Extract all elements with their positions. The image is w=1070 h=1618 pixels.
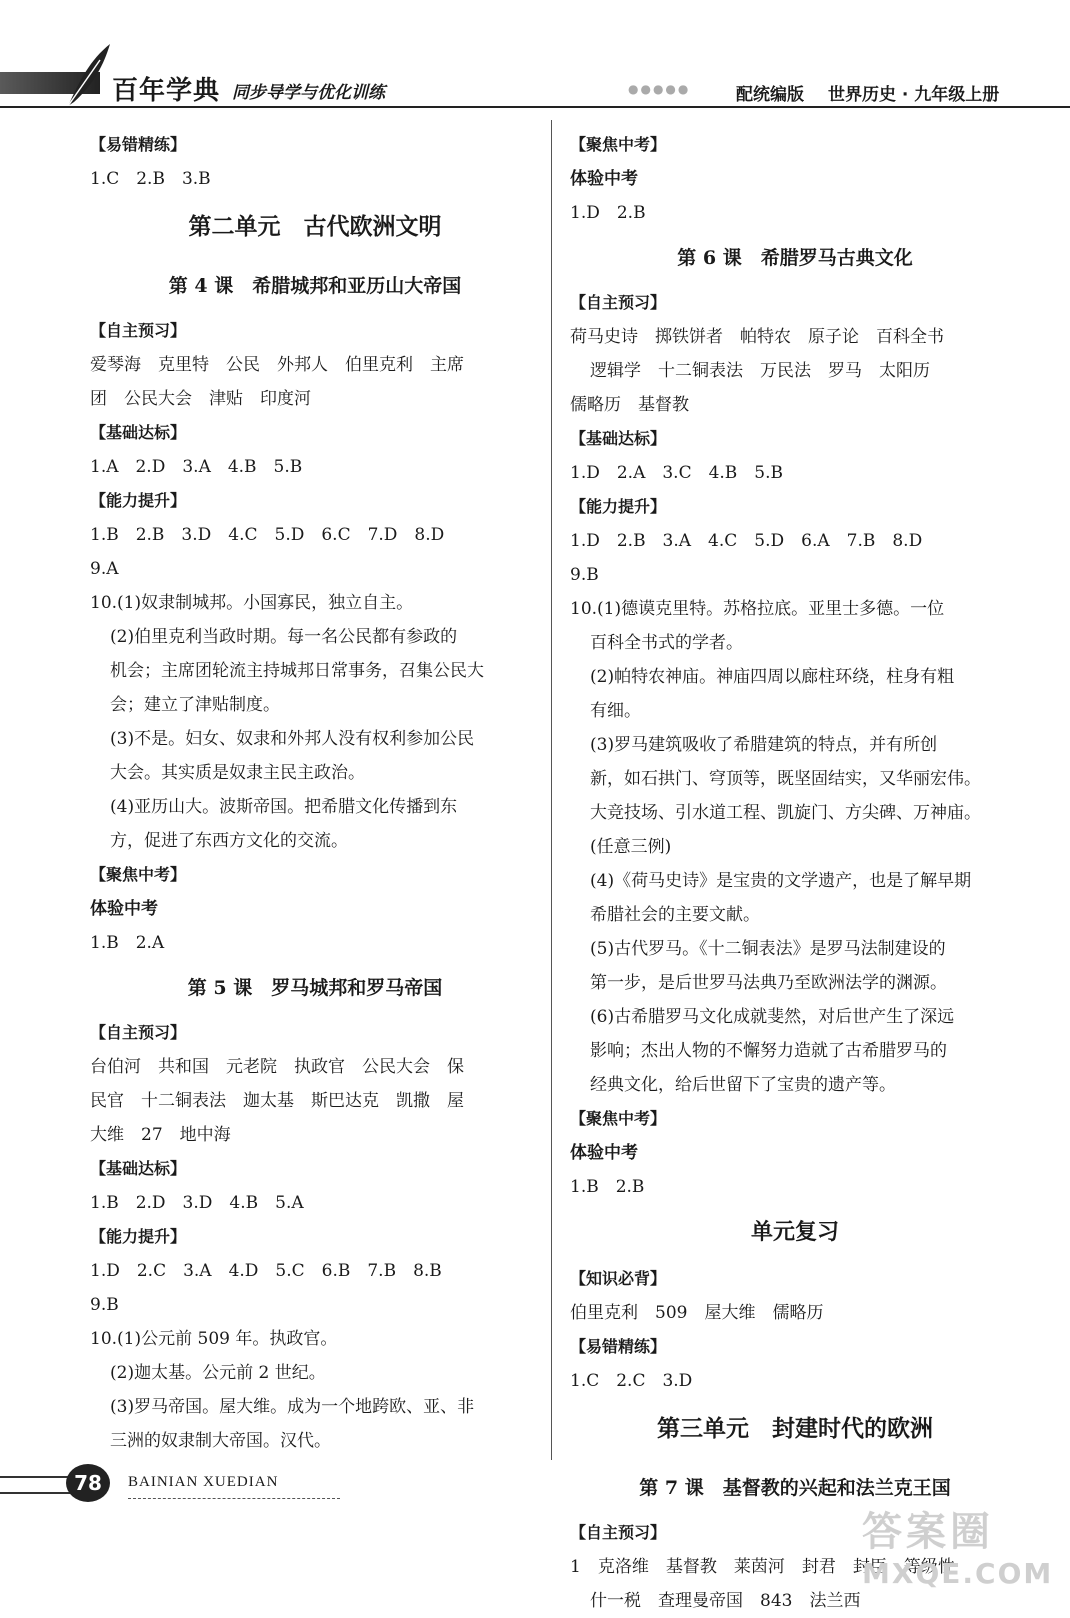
quill-icon [60, 40, 120, 110]
left-column [90, 128, 540, 1458]
section-tag: 【自主预习】 [570, 1523, 667, 1542]
answer-line: 1.D 2.B [570, 203, 646, 223]
answer-line: 10.(1)奴隶制城邦。小国寡民，独立自主。 [90, 593, 414, 613]
section-tag: 【知识必背】 [570, 1269, 667, 1288]
page-header [0, 0, 1070, 120]
answer-line: 10.(1)公元前 509 年。执政官。 [90, 1329, 338, 1349]
answer-line: 民官 十二铜表法 迦太基 斯巴达克 凯撒 屋 [90, 1091, 464, 1111]
answer-line: 三洲的奴隶制大帝国。汉代。 [110, 1431, 331, 1451]
answer-line: 9.B [570, 565, 599, 585]
answer-line: (4)《荷马史诗》是宝贵的文学遗产，也是了解早期 [590, 871, 972, 891]
answer-line: 会；建立了津贴制度。 [110, 695, 280, 715]
right-column [570, 128, 1020, 1618]
answer-line: 1.B 2.B [570, 1177, 645, 1197]
answer-line: (3)不是。妇女、奴隶和外邦人没有权利参加公民 [110, 729, 475, 749]
edition-label: 配统编版 [736, 85, 804, 105]
answer-line: (3)罗马帝国。屋大维。成为一个地跨欧、亚、非 [110, 1397, 475, 1417]
subsection-title: 体验中考 [570, 169, 638, 189]
answer-line: 大竞技场、引水道工程、凯旋门、方尖碑、万神庙。 [590, 803, 981, 823]
answer-line: 10.(1)德谟克里特。苏格拉底。亚里士多德。一位 [570, 599, 945, 619]
brand-subtitle: 同步导学与优化训练 [232, 83, 385, 103]
section-tag: 【能力提升】 [570, 497, 667, 516]
header-rule [0, 106, 1070, 108]
section-tag: 【自主预习】 [90, 1023, 187, 1042]
answer-line: 1.B 2.A [90, 933, 165, 953]
brand-name: 百年学典 [112, 76, 221, 106]
answer-line: 大会。其实质是奴隶主民主政治。 [110, 763, 365, 783]
watermark-logo: 答案圈 MXQE.COM [862, 1509, 1054, 1590]
section-tag: 【基础达标】 [90, 423, 187, 442]
answer-line: 百科全书式的学者。 [590, 633, 743, 653]
answer-line: (5)古代罗马。《十二铜表法》是罗马法制建设的 [590, 939, 946, 959]
section-tag: 【自主预习】 [570, 293, 667, 312]
unit-title: 第二单元 古代欧洲文明 [188, 214, 442, 240]
answer-line: 经典文化，给后世留下了宝贵的遗产等。 [590, 1075, 896, 1095]
answer-line: 1.A 2.D 3.A 4.B 5.B [90, 457, 303, 477]
answer-line: (任意三例) [590, 837, 672, 857]
column-divider [551, 120, 552, 1460]
answer-line: 团 公民大会 津贴 印度河 [90, 389, 311, 409]
footer-dash [128, 1498, 340, 1499]
answer-line: 有细。 [590, 701, 641, 721]
section-tag: 【基础达标】 [90, 1159, 187, 1178]
answer-line: 逻辑学 十二铜表法 万民法 罗马 太阳历 [590, 361, 930, 381]
answer-line: (2)帕特农神庙。神庙四周以廊柱环绕，柱身有粗 [590, 667, 955, 687]
answer-line: 9.B [90, 1295, 119, 1315]
unit-title: 第三单元 封建时代的欧洲 [657, 1416, 933, 1442]
answer-line: (6)古希腊罗马文化成就斐然，对后世产生了深远 [590, 1007, 955, 1027]
answer-line: (4)亚历山大。波斯帝国。把希腊文化传播到东 [110, 797, 458, 817]
answer-line: 爱琴海 克里特 公民 外邦人 伯里克利 主席 [90, 355, 464, 375]
answer-line: 1.B 2.B 3.D 4.C 5.D 6.C 7.D 8.D [90, 525, 445, 545]
subsection-title: 体验中考 [570, 1143, 638, 1163]
answer-line: 方，促进了东西方文化的交流。 [110, 831, 348, 851]
answer-line: 伯里克利 509 屋大维 儒略历 [570, 1303, 824, 1323]
answer-line: 什一税 查理曼帝国 843 法兰西 [590, 1591, 861, 1611]
section-tag: 【能力提升】 [90, 491, 187, 510]
page-number: 78 [66, 1464, 110, 1502]
section-tag: 【聚焦中考】 [90, 865, 187, 884]
subject-label: 世界历史 · 九年级上册 [828, 85, 1000, 105]
answer-line: (2)迦太基。公元前 2 世纪。 [110, 1363, 326, 1383]
lesson-title: 第 4 课 希腊城邦和亚历山大帝国 [168, 275, 462, 297]
answer-line: 9.A [90, 559, 119, 579]
section-tag: 【易错精练】 [90, 135, 187, 154]
answer-line: 1.C 2.B 3.B [90, 169, 211, 189]
answer-line: 1.B 2.D 3.D 4.B 5.A [90, 1193, 304, 1213]
answer-line: 新，如石拱门、穹顶等，既坚固结实，又华丽宏伟。 [590, 769, 981, 789]
header-dots: ●●●●● [628, 82, 691, 96]
lesson-title: 第 7 课 基督教的兴起和法兰克王国 [639, 1477, 951, 1499]
answer-line: 1.D 2.A 3.C 4.B 5.B [570, 463, 783, 483]
subsection-title: 体验中考 [90, 899, 158, 919]
section-tag: 【聚焦中考】 [570, 135, 667, 154]
review-title: 单元复习 [750, 1220, 839, 1245]
section-tag: 【能力提升】 [90, 1227, 187, 1246]
answer-line: 希腊社会的主要文献。 [590, 905, 760, 925]
answer-line: 第一步，是后世罗马法典乃至欧洲法学的渊源。 [590, 973, 947, 993]
answer-line: 荷马史诗 掷铁饼者 帕特农 原子论 百科全书 [570, 327, 944, 347]
answer-line: 1 克洛维 基督教 莱茵河 封君 封臣 等级性 [570, 1557, 955, 1577]
footer-lines [0, 1476, 70, 1494]
answer-line: 1.C 2.C 3.D [570, 1371, 693, 1391]
answer-line: 大维 27 地中海 [90, 1125, 231, 1145]
answer-line: 台伯河 共和国 元老院 执政官 公民大会 保 [90, 1057, 464, 1077]
answer-line: 机会；主席团轮流主持城邦日常事务，召集公民大 [110, 661, 484, 681]
answer-line: (2)伯里克利当政时期。每一名公民都有参政的 [110, 627, 458, 647]
answer-line: (3)罗马建筑吸收了希腊建筑的特点，并有所创 [590, 735, 938, 755]
section-tag: 【易错精练】 [570, 1337, 667, 1356]
answer-line: 1.D 2.B 3.A 4.C 5.D 6.A 7.B 8.D [570, 531, 923, 551]
answer-line: 影响；杰出人物的不懈努力造就了古希腊罗马的 [590, 1041, 947, 1061]
section-tag: 【基础达标】 [570, 429, 667, 448]
footer-text: BAINIAN XUEDIAN [128, 1474, 279, 1490]
answer-line: 1.D 2.C 3.A 4.D 5.C 6.B 7.B 8.B [90, 1261, 442, 1281]
section-tag: 【聚焦中考】 [570, 1109, 667, 1128]
answer-line: 儒略历 基督教 [570, 395, 689, 415]
lesson-title: 第 5 课 罗马城邦和罗马帝国 [187, 977, 443, 999]
section-tag: 【自主预习】 [90, 321, 187, 340]
lesson-title: 第 6 课 希腊罗马古典文化 [677, 247, 913, 269]
